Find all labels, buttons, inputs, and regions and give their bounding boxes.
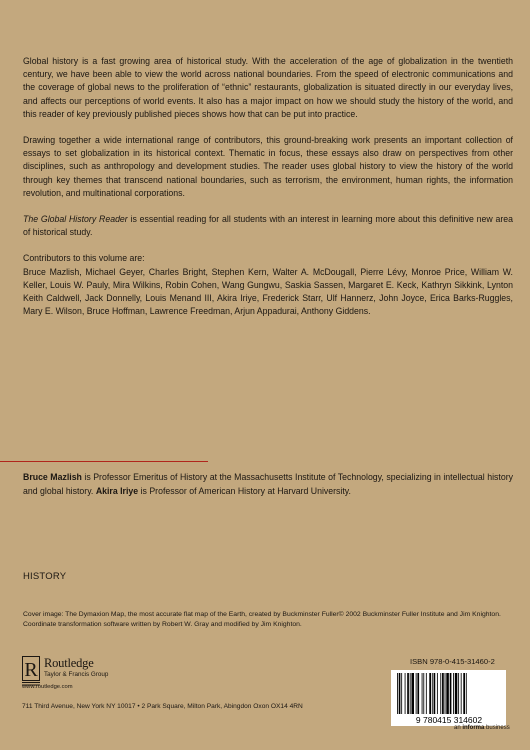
barcode-bar <box>434 673 436 714</box>
cover-image-credit: Cover image: The Dymaxion Map, the most accurate flat map of the Earth, created by Buckminster Fuller© 2002 Buckminster Fuller Institute and Jim Knighton. Coordinate transformation software written by Robert W. Gray and modified by Jim Knighton. <box>23 611 501 629</box>
author-name-2: Akira Iriye <box>95 485 139 496</box>
barcode-bar <box>429 673 431 714</box>
barcode-bar <box>411 673 414 714</box>
barcode-bar <box>426 673 427 714</box>
author-bios <box>23 471 513 498</box>
barcode-bar <box>461 673 462 714</box>
barcode-bar <box>407 673 409 714</box>
isbn-barcode <box>391 670 506 726</box>
red-divider-rule <box>0 461 208 462</box>
publisher-name: Routledge <box>44 656 94 670</box>
barcode-bar <box>450 673 452 714</box>
barcode-bar <box>463 673 465 714</box>
barcode-digits: 9 780415 314602 <box>415 715 483 725</box>
publisher-website: www.routledge.com <box>22 684 73 690</box>
author-bio-2: is Professor of American History at Harvard University. <box>138 485 351 496</box>
blurb-paragraph-2: Drawing together a wide international range of contributors, this ground-breaking work presents an important collection of essays to set globalization in its historical context. Thematic in focus, these essays also draw on perspectives from other disciplines, such as anthropology and development studies. The reader uses global history to view the history of the world through key themes that transcend national boundaries, such as terrorism, the environment, human rights, the information revolution, and multinational corporations. <box>23 135 513 198</box>
publisher-logo <box>22 656 142 696</box>
svg-text:R: R <box>24 659 38 681</box>
barcode-bar <box>442 673 444 714</box>
barcode-bar <box>445 673 446 714</box>
author-bio-1: is Professor Emeritus of History at the Massachusetts Institute of Technology, specializing in intellectual history and global history. <box>23 472 513 496</box>
barcode-bar <box>405 673 406 714</box>
barcode-bar <box>453 673 454 714</box>
subject-category: HISTORY <box>23 571 67 582</box>
barcode-bars <box>391 670 506 726</box>
barcode-bar <box>422 673 423 714</box>
informa-business-line <box>454 725 510 731</box>
informa-brand: informa <box>462 725 485 731</box>
publisher-address: 711 Third Avenue, New York NY 10017 • 2 Park Square, Milton Park, Abingdon Oxon OX14 4RN <box>22 703 303 710</box>
barcode-bar <box>437 673 438 714</box>
barcode-bar <box>401 673 402 714</box>
blurb-paragraph-1: Global history is a fast growing area of historical study. With the acceleration of the age of globalization in the twentieth century, we have been able to view the world across national boundaries. From the speed of electronic communications and the coverage of global news to the proliferation of “ethnic” restaurants, globalization is situated directly in our everyday lives, and affects our perceptions of world events. It also has a major impact on how we should study the history of the world, and this reader of key previously published pieces shows how that can be put into practice. <box>23 56 513 119</box>
author-name-1: Bruce Mazlish <box>23 472 82 482</box>
barcode-bar <box>399 673 401 714</box>
barcode-bar <box>432 673 433 714</box>
barcode-bar <box>440 673 441 714</box>
barcode-bar <box>416 673 417 714</box>
barcode-bar <box>455 673 458 714</box>
barcode-bar <box>397 673 398 714</box>
contributors-list: Bruce Mazlish, Michael Geyer, Charles Bright, Stephen Kern, Walter A. McDougall, Pierre Lévy, Monroe Price, William W. Keller, Louis W. Pauly, Mira Wilkins, Robin Cohen, Wang Gungwu, Saskia Sassen, Margaret E. Keck, Kathryn Sikkink, Lynton Keith Caldwell, Jack Donnelly, Louis Menand III, Akira Iriye, Frederick Starr, Ulf Hannerz, John Joyce, Erica Barks-Ruggles, Mary E. Wilson, Bruce Hoffman, Lawrence Freedman, Arjun Appadurai, Anthony Giddens. <box>23 266 513 317</box>
barcode-bar <box>417 673 419 714</box>
back-cover-blurb <box>23 55 513 331</box>
barcode-bar <box>410 673 411 714</box>
book-title-italic: The Global History Reader <box>23 214 128 225</box>
blurb-paragraph-3 <box>23 213 513 239</box>
barcode-bar <box>446 673 449 714</box>
informa-suffix: business <box>484 725 510 731</box>
contributors-heading: Contributors to this volume are: <box>23 253 145 264</box>
blurb-paragraph-3-rest: is essential reading for all students with an interest in learning more about this definitive new area of historical study. <box>23 214 513 238</box>
publisher-group: Taylor & Francis Group <box>44 671 109 678</box>
barcode-bar <box>458 673 459 714</box>
barcode-bar <box>423 673 424 714</box>
informa-prefix: an <box>454 725 463 731</box>
isbn-label: ISBN 978-0-415-31460-2 <box>410 657 495 666</box>
barcode-bar <box>466 673 467 714</box>
